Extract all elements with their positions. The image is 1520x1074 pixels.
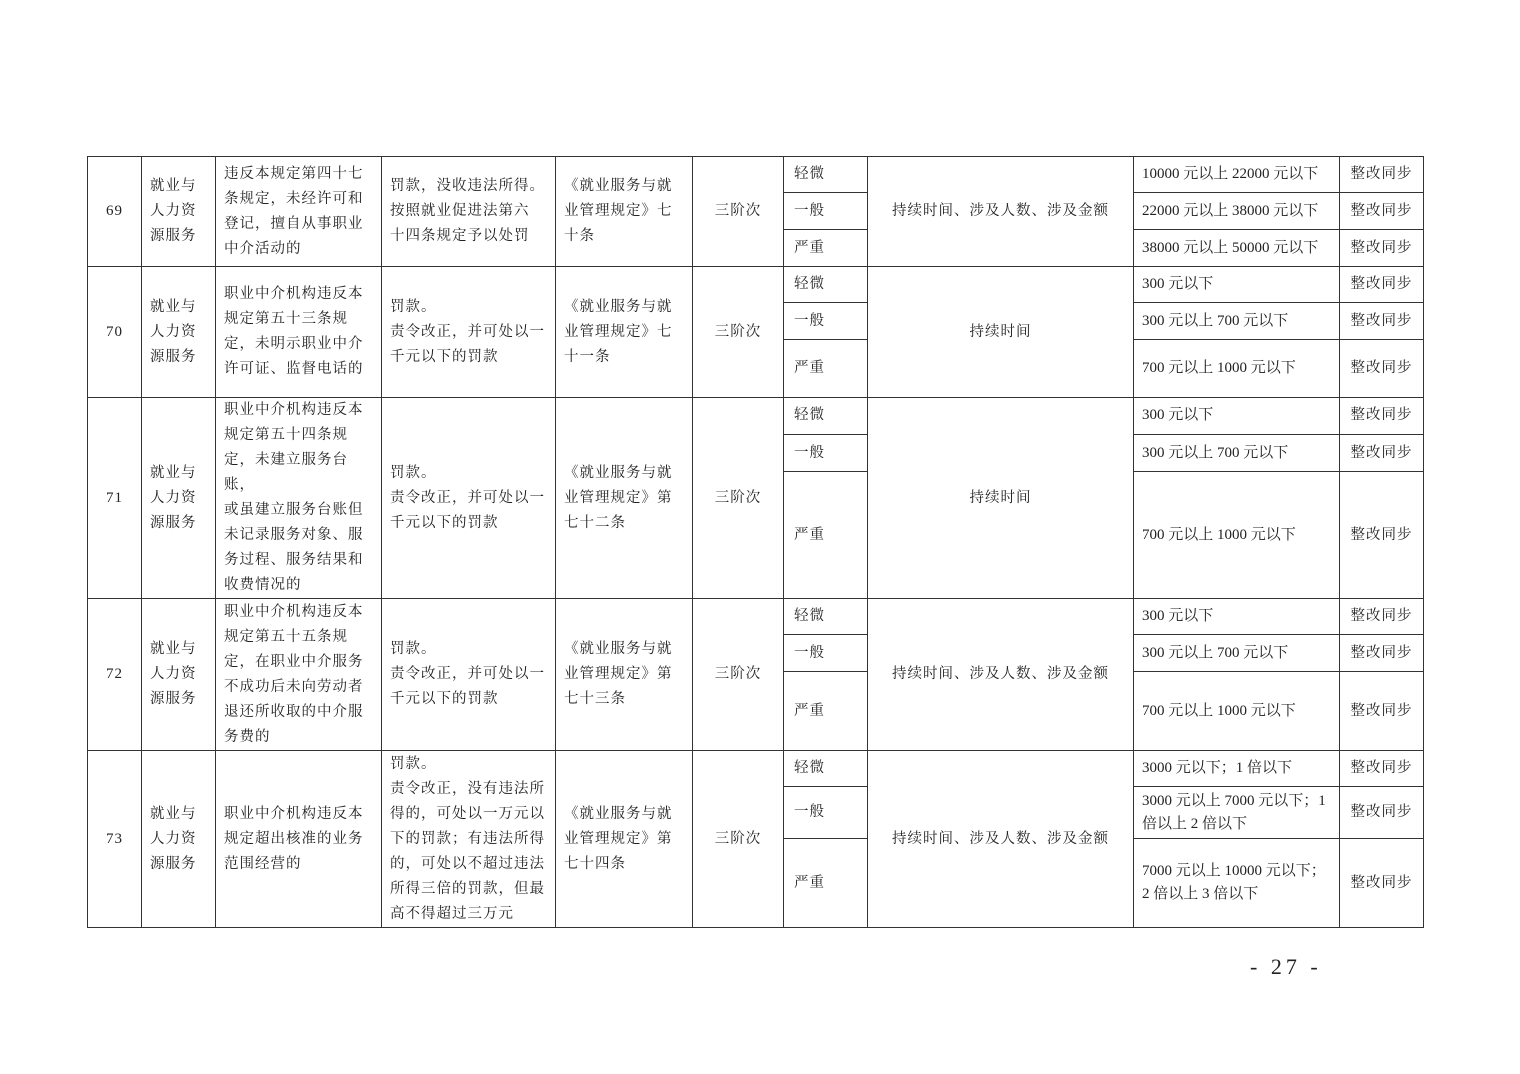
amount-cell: 300 元以下 — [1134, 398, 1340, 435]
amount-cell: 700 元以上 1000 元以下 — [1134, 340, 1340, 398]
level-cell: 一般 — [784, 193, 868, 230]
factor-cell: 持续时间、涉及人数、涉及金额 — [868, 157, 1134, 267]
factor-cell: 持续时间 — [868, 267, 1134, 398]
amount-cell: 3000 元以下；1 倍以下 — [1134, 751, 1340, 787]
stage-cell: 三阶次 — [693, 398, 784, 599]
discretion-standard-table — [87, 156, 1424, 928]
remark-cell: 整改同步 — [1340, 635, 1424, 672]
category-cell: 就业与 人力资 源服务 — [142, 157, 216, 267]
level-cell: 轻微 — [784, 267, 868, 303]
category-cell: 就业与 人力资 源服务 — [142, 751, 216, 928]
level-cell: 轻微 — [784, 157, 868, 193]
legal-basis-cell: 《就业服务与就 业管理规定》第 七十四条 — [556, 751, 693, 928]
stage-cell: 三阶次 — [693, 157, 784, 267]
table-row — [88, 599, 1424, 635]
violation-cell: 职业中介机构违反本 规定第五十五条规 定，在职业中介服务 不成功后未向劳动者 退还所收取的中介服 务费的 — [216, 599, 382, 751]
table-row — [88, 157, 1424, 193]
amount-cell: 10000 元以上 22000 元以下 — [1134, 157, 1340, 193]
remark-cell: 整改同步 — [1340, 230, 1424, 267]
level-cell: 严重 — [784, 340, 868, 398]
remark-cell: 整改同步 — [1340, 340, 1424, 398]
row-number: 71 — [88, 398, 142, 599]
penalty-cell: 罚款。 责令改正，并可处以一 千元以下的罚款 — [382, 599, 556, 751]
amount-cell: 700 元以上 1000 元以下 — [1134, 472, 1340, 599]
amount-cell: 300 元以上 700 元以下 — [1134, 434, 1340, 472]
legal-basis-cell: 《就业服务与就 业管理规定》七 十条 — [556, 157, 693, 267]
penalty-cell: 罚款，没收违法所得。 按照就业促进法第六 十四条规定予以处罚 — [382, 157, 556, 267]
amount-cell: 300 元以上 700 元以下 — [1134, 635, 1340, 672]
penalty-cell: 罚款。 责令改正，并可处以一 千元以下的罚款 — [382, 267, 556, 398]
level-cell: 一般 — [784, 303, 868, 340]
violation-cell: 职业中介机构违反本 规定超出核准的业务 范围经营的 — [216, 751, 382, 928]
row-number: 73 — [88, 751, 142, 928]
factor-cell: 持续时间 — [868, 398, 1134, 599]
remark-cell: 整改同步 — [1340, 157, 1424, 193]
amount-cell: 300 元以上 700 元以下 — [1134, 303, 1340, 340]
row-number: 70 — [88, 267, 142, 398]
level-cell: 一般 — [784, 787, 868, 839]
table-row — [88, 398, 1424, 435]
remark-cell: 整改同步 — [1340, 193, 1424, 230]
amount-cell: 22000 元以上 38000 元以下 — [1134, 193, 1340, 230]
stage-cell: 三阶次 — [693, 267, 784, 398]
amount-cell: 7000 元以上 10000 元以下； 2 倍以上 3 倍以下 — [1134, 839, 1340, 928]
category-cell: 就业与 人力资 源服务 — [142, 267, 216, 398]
legal-basis-cell: 《就业服务与就 业管理规定》第 七十二条 — [556, 398, 693, 599]
penalty-cell: 罚款。 责令改正，并可处以一 千元以下的罚款 — [382, 398, 556, 599]
remark-cell: 整改同步 — [1340, 398, 1424, 435]
level-cell: 严重 — [784, 230, 868, 267]
level-cell: 轻微 — [784, 751, 868, 787]
remark-cell: 整改同步 — [1340, 472, 1424, 599]
remark-cell: 整改同步 — [1340, 267, 1424, 303]
amount-cell: 700 元以上 1000 元以下 — [1134, 672, 1340, 751]
violation-cell: 职业中介机构违反本 规定第五十四条规 定，未建立服务台账， 或虽建立服务台账但 未记录服务对象、服 务过程、服务结果和 收费情况的 — [216, 398, 382, 599]
table-row — [88, 751, 1424, 787]
remark-cell: 整改同步 — [1340, 839, 1424, 928]
factor-cell: 持续时间、涉及人数、涉及金额 — [868, 599, 1134, 751]
row-number: 72 — [88, 599, 142, 751]
amount-cell: 300 元以下 — [1134, 599, 1340, 635]
amount-cell: 3000 元以上 7000 元以下；1 倍以上 2 倍以下 — [1134, 787, 1340, 839]
level-cell: 严重 — [784, 839, 868, 928]
stage-cell: 三阶次 — [693, 599, 784, 751]
legal-basis-cell: 《就业服务与就 业管理规定》七 十一条 — [556, 267, 693, 398]
table-row — [88, 267, 1424, 303]
amount-cell: 38000 元以上 50000 元以下 — [1134, 230, 1340, 267]
remark-cell: 整改同步 — [1340, 787, 1424, 839]
legal-basis-cell: 《就业服务与就 业管理规定》第 七十三条 — [556, 599, 693, 751]
remark-cell: 整改同步 — [1340, 672, 1424, 751]
level-cell: 轻微 — [784, 398, 868, 435]
row-number: 69 — [88, 157, 142, 267]
remark-cell: 整改同步 — [1340, 434, 1424, 472]
remark-cell: 整改同步 — [1340, 751, 1424, 787]
level-cell: 轻微 — [784, 599, 868, 635]
level-cell: 一般 — [784, 434, 868, 472]
category-cell: 就业与 人力资 源服务 — [142, 398, 216, 599]
factor-cell: 持续时间、涉及人数、涉及金额 — [868, 751, 1134, 928]
page-number: - 27 - — [1250, 954, 1322, 979]
level-cell: 严重 — [784, 472, 868, 599]
penalty-cell: 罚款。 责令改正，没有违法所 得的，可处以一万元以 下的罚款；有违法所得 的，可处以不超过违法 所得三倍的罚款，但最 高不得超过三万元 — [382, 751, 556, 928]
remark-cell: 整改同步 — [1340, 599, 1424, 635]
level-cell: 严重 — [784, 672, 868, 751]
remark-cell: 整改同步 — [1340, 303, 1424, 340]
violation-cell: 职业中介机构违反本 规定第五十三条规 定，未明示职业中介 许可证、监督电话的 — [216, 267, 382, 398]
category-cell: 就业与 人力资 源服务 — [142, 599, 216, 751]
violation-cell: 违反本规定第四十七 条规定，未经许可和 登记，擅自从事职业 中介活动的 — [216, 157, 382, 267]
amount-cell: 300 元以下 — [1134, 267, 1340, 303]
stage-cell: 三阶次 — [693, 751, 784, 928]
level-cell: 一般 — [784, 635, 868, 672]
